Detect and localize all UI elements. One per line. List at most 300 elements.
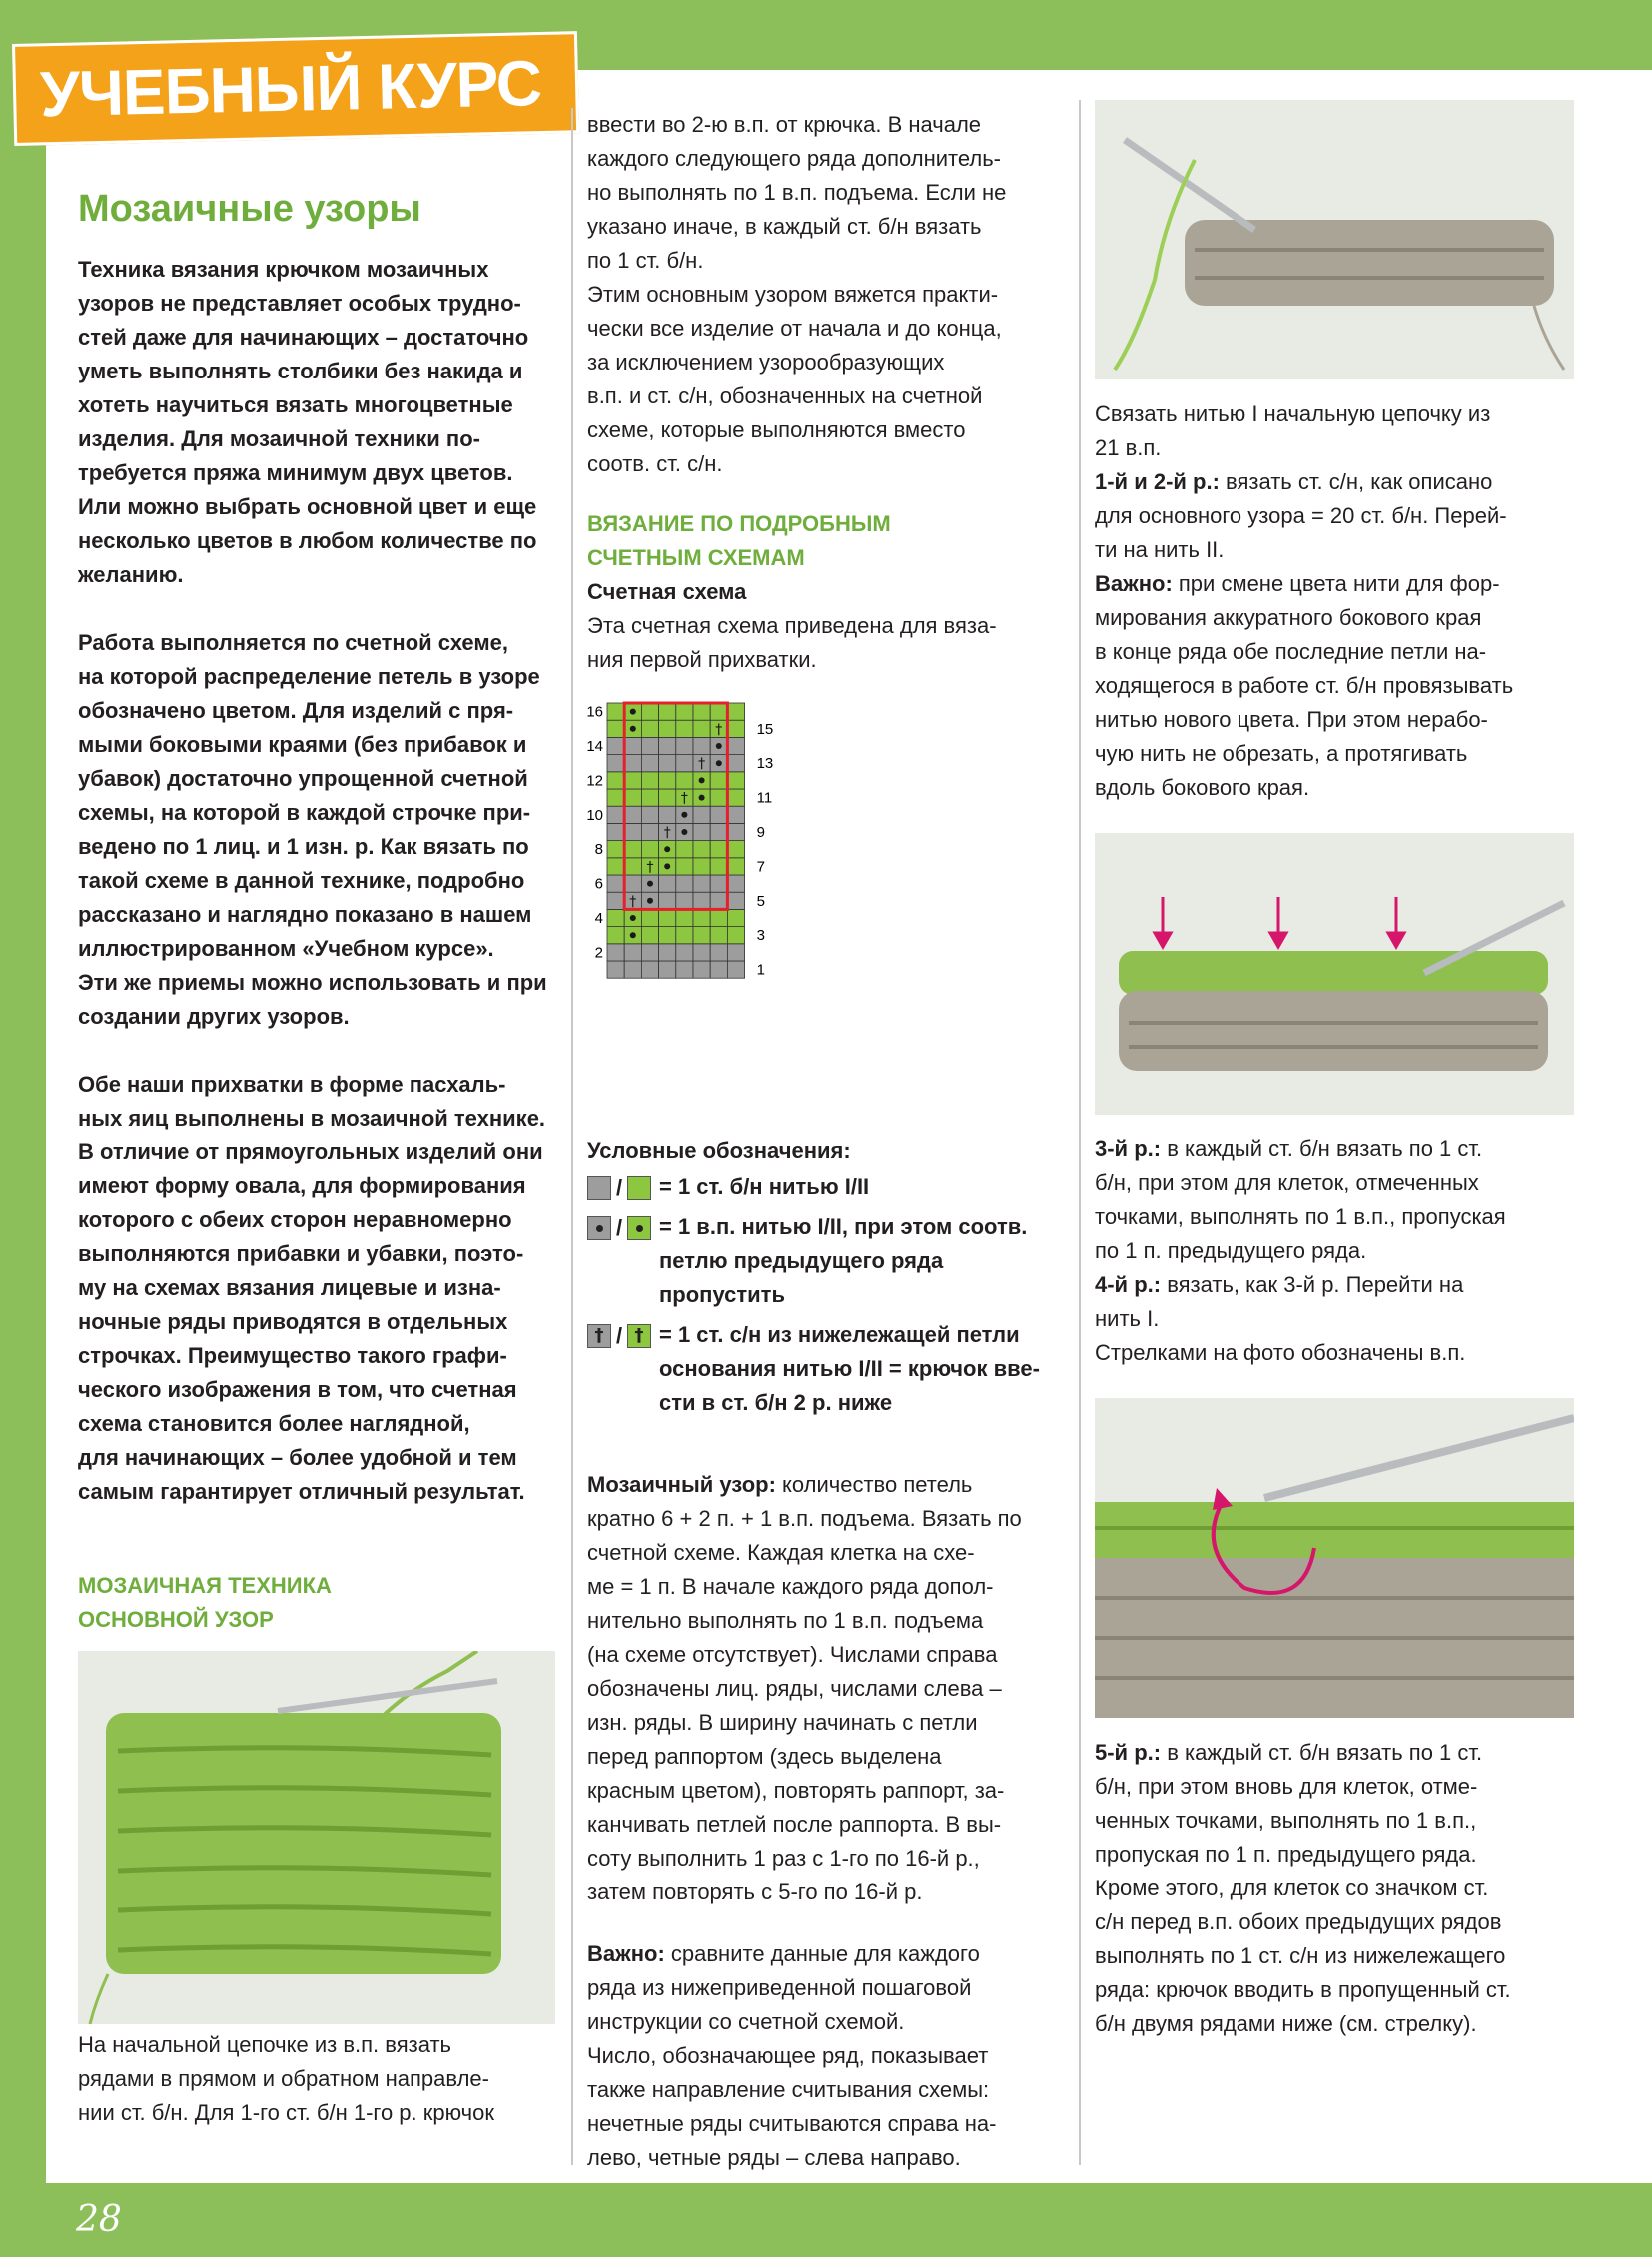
text-line: перед раппортом (здесь выделена	[587, 1744, 942, 1769]
chart-dot-symbol	[664, 846, 670, 852]
legend-text-line: = 1 ст. с/н из нижележащей петли	[659, 1322, 1020, 1347]
chart-right-row-label: 13	[756, 755, 774, 773]
text-line: На начальной цепочке из в.п. вязать	[78, 2032, 452, 2057]
paragraph-chart-method	[78, 626, 555, 1034]
legend-item-dot: / = 1 в.п. нитью I/II, при этом соотв. петлю предыдущего ряда пропустить	[587, 1210, 1067, 1312]
lead-in: 1-й и 2-й р.:	[1095, 469, 1220, 494]
chart-cell	[659, 944, 676, 961]
chart-cell	[607, 927, 624, 944]
chart-cell	[693, 703, 710, 720]
text-line: для основного узора = 20 ст. б/н. Перей-	[1095, 503, 1507, 528]
chart-cell	[727, 927, 744, 944]
chart-cell	[624, 841, 641, 858]
chart-cell	[727, 789, 744, 806]
text-line: кратно 6 + 2 п. + 1 в.п. подъема. Вязать по	[587, 1506, 1022, 1531]
mosaic-pattern-paragraph	[587, 1468, 1067, 1909]
text-line: требуется пряжа минимум двух цветов.	[78, 460, 513, 485]
lead-in: 4-й р.:	[1095, 1272, 1162, 1297]
chart-cell	[624, 772, 641, 789]
chart-cell	[710, 944, 727, 961]
chart-cell	[676, 772, 693, 789]
text-line: 3-й р.: в каждый ст. б/н вязать по 1 ст.	[1095, 1136, 1483, 1161]
chart-right-row-label: 1	[756, 961, 765, 979]
text-line: счетной схеме. Каждая клетка на схе-	[587, 1540, 975, 1565]
chart-cell	[607, 858, 624, 875]
chart-cell	[607, 944, 624, 961]
lead-in: 3-й р.:	[1095, 1136, 1162, 1161]
chart-dot-symbol	[716, 760, 722, 766]
counting-chart	[587, 693, 887, 1109]
text-line: также направление считывания схемы:	[587, 2077, 990, 2102]
legend-item-cross: † / † = 1 ст. с/н из нижележащей петли основания нитью I/II = крючок вве- сти в ст. б/н 2 р. ниже	[587, 1318, 1067, 1420]
text-line: уметь выполнять столбики без накида и	[78, 359, 523, 383]
step-5	[1095, 1736, 1574, 2041]
text-line: схема становится более наглядной,	[78, 1411, 470, 1436]
legend-title: Условные обозначения:	[587, 1138, 851, 1163]
chart-cell	[727, 755, 744, 772]
chart-dot-symbol	[630, 709, 636, 715]
chart-cell	[727, 703, 744, 720]
chart-cell	[710, 875, 727, 892]
text-line: точками, выполнять по 1 в.п., пропуская	[1095, 1204, 1506, 1229]
text-line: иллюстрированном «Учебном курсе».	[78, 936, 494, 961]
text-line: которого с обеих сторон неравномерно	[78, 1207, 512, 1232]
chart-cell	[624, 875, 641, 892]
text-line: имеют форму овала, для формирования	[78, 1173, 526, 1198]
chart-cell	[641, 823, 658, 840]
lead-in: Мозаичный узор:	[587, 1472, 776, 1497]
chart-dot-symbol	[630, 726, 636, 732]
text-line: мирования аккуратного бокового края	[1095, 605, 1482, 630]
chart-cell	[659, 927, 676, 944]
text-line: хотеть научиться вязать многоцветные	[78, 392, 513, 417]
text-line: МОЗАИЧНАЯ ТЕХНИКА	[78, 1573, 332, 1598]
chart-cell	[693, 909, 710, 926]
chart-left-row-label: 16	[587, 703, 603, 721]
legend-text-line: = 1 ст. б/н нитью I/II	[659, 1174, 870, 1199]
dot-gray-swatch-icon	[587, 1216, 611, 1240]
text-line: Техника вязания крючком мозаичных	[78, 257, 489, 282]
text-line: ти на нить II.	[1095, 537, 1225, 562]
text-line: самым гарантирует отличный результат.	[78, 1479, 525, 1504]
chart-right-row-label: 3	[756, 927, 765, 945]
chart-cell	[659, 755, 676, 772]
bottom-frame	[0, 2183, 1652, 2257]
chart-cell	[710, 806, 727, 823]
text-line: канчивать петлей после раппорта. В вы-	[587, 1812, 1002, 1837]
dot-green-swatch-icon	[627, 1216, 651, 1240]
chart-cell	[641, 755, 658, 772]
section-heading-basic-pattern	[78, 1569, 555, 1637]
chart-subheading: Счетная схема	[587, 579, 747, 604]
text-line: нии ст. б/н. Для 1-го ст. б/н 1-го р. крючок	[78, 2100, 494, 2125]
text-line: Обе наши прихватки в форме пасхаль-	[78, 1072, 506, 1097]
chart-cell	[727, 961, 744, 978]
chart-right-row-label: 7	[756, 858, 765, 876]
text-line: схемы, на которой в каждой строчке при-	[78, 800, 531, 825]
counting-chart-svg	[587, 693, 887, 1109]
two-color-strip-illustration	[1095, 833, 1574, 1115]
chart-right-row-label: 15	[756, 720, 774, 738]
text-line: Кроме этого, для клеток со значком ст.	[1095, 1876, 1489, 1900]
text-line: выполняются прибавки и убавки, поэто-	[78, 1241, 524, 1266]
chart-cell	[727, 841, 744, 858]
chart-cell	[727, 720, 744, 737]
chart-cross-symbol: †	[680, 790, 688, 807]
chart-cell	[710, 961, 727, 978]
text-line: нить I.	[1095, 1306, 1160, 1331]
article-title: Мозаичные узоры	[78, 188, 421, 230]
chart-cell	[727, 875, 744, 892]
chart-left-row-label: 10	[587, 806, 603, 824]
text-line: Число, обозначающее ряд, показывает	[587, 2043, 989, 2068]
text-line: б/н, при этом для клеток, отмеченных	[1095, 1170, 1479, 1195]
text-line: за исключением узорообразующих	[587, 350, 945, 375]
text-line: Работа выполняется по счетной схеме,	[78, 630, 508, 655]
chart-cell	[710, 772, 727, 789]
intro-paragraph	[78, 253, 555, 592]
chart-cell	[607, 789, 624, 806]
text-line: му на схемах вязания лицевые и изна-	[78, 1275, 501, 1300]
chart-cell	[676, 944, 693, 961]
chart-cell	[676, 720, 693, 737]
chart-cell	[693, 806, 710, 823]
chart-cell	[693, 737, 710, 754]
chart-right-row-label: 11	[756, 789, 773, 807]
chart-cell	[607, 875, 624, 892]
chart-right-row-label: 5	[756, 892, 765, 910]
text-line: соотв. ст. с/н.	[587, 451, 723, 476]
text-line: в.п. и ст. с/н, обозначенных на счетной	[587, 383, 983, 408]
column-left	[78, 188, 555, 2130]
text-line: 21 в.п.	[1095, 435, 1162, 460]
chart-cell	[710, 892, 727, 909]
text-line: но выполнять по 1 в.п. подъема. Если не	[587, 180, 1007, 205]
chart-cell	[659, 703, 676, 720]
stitch-detail-illustration	[1095, 1398, 1574, 1718]
chart-left-row-label: 8	[594, 841, 603, 859]
chart-cell	[659, 806, 676, 823]
chart-intro	[587, 609, 1067, 677]
legend-text-line: основания нитью I/II = крючок вве-	[659, 1356, 1040, 1381]
chart-dot-symbol	[630, 932, 636, 938]
chart-cell	[676, 927, 693, 944]
column-divider	[571, 108, 573, 2165]
text-line: ряда из нижеприведенной пошаговой	[587, 1975, 972, 2000]
chart-cell	[607, 772, 624, 789]
chart-cell	[727, 737, 744, 754]
legend-text-line: = 1 в.п. нитью I/II, при этом соотв.	[659, 1214, 1028, 1239]
chart-cell	[727, 772, 744, 789]
paragraph-easter-potholders	[78, 1068, 555, 1509]
text-line: Или можно выбрать основной цвет и еще	[78, 494, 537, 519]
text-line: желанию.	[78, 562, 184, 587]
chart-dot-symbol	[681, 812, 687, 818]
lead-in: Важно:	[587, 1941, 665, 1966]
text-line: такой схеме в данной технике, подробно	[78, 868, 525, 893]
cross-gray-swatch-icon: †	[587, 1324, 611, 1348]
text-line: каждого следующего ряда дополнитель-	[587, 146, 1001, 171]
text-line: ных яиц выполнены в мозаичной технике.	[78, 1106, 546, 1130]
green-swatch-illustration	[78, 1651, 555, 2024]
text-line: изделия. Для мозаичной техники по-	[78, 426, 480, 451]
text-line: пропуская по 1 п. предыдущего ряда.	[1095, 1842, 1477, 1867]
chart-dot-symbol	[699, 777, 705, 783]
chart-cell	[607, 909, 624, 926]
text-line: б/н двумя рядами ниже (см. стрелку).	[1095, 2011, 1477, 2036]
column-divider	[1079, 100, 1081, 2165]
chart-cross-symbol: †	[629, 893, 637, 910]
text-line: нитью нового цвета. При этом нерабо-	[1095, 707, 1488, 732]
chart-dot-symbol	[716, 743, 722, 749]
text-line: обозначены лиц. ряды, числами слева –	[587, 1676, 1002, 1701]
chart-cell	[641, 806, 658, 823]
chart-cell	[624, 755, 641, 772]
text-line: соту выполнить 1 раз с 1-го по 16-й р.,	[587, 1846, 980, 1871]
chart-cross-symbol: †	[698, 756, 706, 773]
chart-cell	[693, 720, 710, 737]
chart-cell	[607, 892, 624, 909]
text-line: в конце ряда обе последние петли на-	[1095, 639, 1487, 664]
important-paragraph	[587, 1937, 1067, 2175]
chart-cell	[607, 720, 624, 737]
chart-dot-symbol	[699, 795, 705, 801]
text-line: б/н, при этом вновь для клеток, отме-	[1095, 1774, 1478, 1799]
text-line: (на схеме отсутствует). Числами справа	[587, 1642, 998, 1667]
chart-cell	[710, 858, 727, 875]
lead-in: 5-й р.:	[1095, 1740, 1162, 1765]
photo-green-swatch	[78, 1651, 555, 2024]
section-heading-detailed-charts	[587, 507, 1067, 575]
text-line: ния первой прихватки.	[587, 647, 817, 672]
chart-cell	[693, 927, 710, 944]
chart-cell	[710, 841, 727, 858]
chart-cell	[641, 703, 658, 720]
text-line: ме = 1 п. В начале каждого ряда допол-	[587, 1574, 994, 1599]
column-right	[1095, 100, 1574, 2041]
photo-stitch-detail	[1095, 1398, 1574, 1718]
chart-cell	[693, 823, 710, 840]
chart-dot-symbol	[664, 863, 670, 869]
text-line: 5-й р.: в каждый ст. б/н вязать по 1 ст.	[1095, 1740, 1483, 1765]
chart-cell	[607, 806, 624, 823]
chart-cell	[727, 944, 744, 961]
legend-item-fill: / = 1 ст. б/н нитью I/II	[587, 1170, 1067, 1204]
chart-cell	[676, 875, 693, 892]
column-middle	[587, 108, 1067, 2175]
text-line: обозначено цветом. Для изделий с пря-	[78, 698, 514, 723]
text-line: ческого изображения в том, что счетная	[78, 1377, 517, 1402]
chart-cell	[693, 875, 710, 892]
chart-cell	[641, 927, 658, 944]
steps-1-2	[1095, 397, 1574, 805]
chart-cell	[624, 823, 641, 840]
chart-cell	[641, 909, 658, 926]
chart-cell	[693, 892, 710, 909]
text-line: Эти же приемы можно использовать и при	[78, 970, 547, 995]
text-line: ходящегося в работе ст. б/н провязывать	[1095, 673, 1514, 698]
text-line: инструкции со счетной схемой.	[587, 2009, 905, 2034]
chart-cell	[607, 737, 624, 754]
photo-gray-strip	[1095, 100, 1574, 379]
text-line: для начинающих – более удобной и тем	[78, 1445, 517, 1470]
text-line: Этим основным узором вяжется практи-	[587, 282, 999, 307]
chart-cell	[659, 892, 676, 909]
text-line: нечетные ряды считываются справа на-	[587, 2111, 997, 2136]
text-line: Эта счетная схема приведена для вяза-	[587, 613, 997, 638]
chart-cell	[641, 789, 658, 806]
text-line: затем повторять с 5-го по 16-й р.	[587, 1880, 923, 1904]
text-line: рядами в прямом и обратном направле-	[78, 2066, 489, 2091]
chart-cell	[710, 789, 727, 806]
text-line: Мозаичный узор: количество петель	[587, 1472, 973, 1497]
chart-cell	[641, 944, 658, 961]
text-line: Важно: сравните данные для каждого	[587, 1941, 980, 1966]
chart-cell	[676, 858, 693, 875]
chart-cell	[727, 892, 744, 909]
page-number: 28	[76, 2199, 122, 2240]
chart-cell	[676, 909, 693, 926]
fill-green-swatch-icon	[627, 1176, 651, 1200]
text-line: чески все изделие от начала и до конца,	[587, 316, 1002, 341]
text-line: по 1 ст. б/н.	[587, 248, 704, 273]
gray-strip-illustration	[1095, 100, 1574, 379]
text-line: 4-й р.: вязать, как 3-й р. Перейти на	[1095, 1272, 1464, 1297]
chart-left-row-label: 6	[594, 875, 603, 893]
chart-cross-symbol: †	[715, 721, 723, 738]
chart-left-row-label: 14	[587, 738, 603, 755]
chart-cell	[710, 909, 727, 926]
chart-cell	[624, 944, 641, 961]
chart-cell	[659, 875, 676, 892]
chart-dot-symbol	[647, 881, 653, 887]
text-line: создании других узоров.	[78, 1004, 350, 1029]
left-frame	[0, 0, 46, 2257]
chart-cell	[607, 841, 624, 858]
text-line: изн. ряды. В ширину начинать с петли	[587, 1710, 978, 1735]
text-line: несколько цветов в любом количестве по	[78, 528, 537, 553]
text-line: убавок) достаточно упрощенной счетной	[78, 766, 528, 791]
chart-cell	[641, 772, 658, 789]
text-line: ОСНОВНОЙ УЗОР	[78, 1607, 274, 1632]
chart-cell	[624, 789, 641, 806]
chart-cell	[607, 703, 624, 720]
legend-text-line: петлю предыдущего ряда пропустить	[659, 1248, 944, 1307]
text-line: красным цветом), повторять раппорт, за-	[587, 1778, 1005, 1803]
text-line: Стрелками на фото обозначены в.п.	[1095, 1340, 1466, 1365]
chart-cell	[676, 841, 693, 858]
chart-cell	[710, 703, 727, 720]
text-line: стей даже для начинающих – достаточно	[78, 325, 529, 350]
chart-cell	[659, 737, 676, 754]
legend-text-line: сти в ст. б/н 2 р. ниже	[659, 1390, 893, 1415]
chart-left-row-label: 12	[587, 772, 603, 790]
chart-cross-symbol: †	[663, 825, 671, 841]
chart-dot-symbol	[681, 829, 687, 835]
text-line: мыми боковыми краями (без прибавок и	[78, 732, 527, 757]
chart-cell	[659, 720, 676, 737]
chart-cell	[624, 737, 641, 754]
chart-cell	[659, 789, 676, 806]
chart-cell	[659, 961, 676, 978]
chart-left-row-label: 2	[594, 944, 603, 962]
text-line: ряда: крючок вводить в пропущенный ст.	[1095, 1977, 1511, 2002]
chart-cell	[676, 755, 693, 772]
chart-cell	[641, 720, 658, 737]
text-line: рассказано и наглядно показано в нашем	[78, 902, 532, 927]
text-line: В отличие от прямоугольных изделий они	[78, 1139, 543, 1164]
chart-cell	[727, 823, 744, 840]
text-line: выполнять по 1 ст. с/н из нижележащего	[1095, 1943, 1506, 1968]
text-line: на которой распределение петель в узоре	[78, 664, 540, 689]
chart-cell	[624, 806, 641, 823]
text-line: нительно выполнять по 1 в.п. подъема	[587, 1608, 984, 1633]
chart-cell	[659, 909, 676, 926]
text-line: ночные ряды приводятся в отдельных	[78, 1309, 508, 1334]
chart-cell	[693, 961, 710, 978]
chart-cell	[710, 927, 727, 944]
chart-cell	[659, 772, 676, 789]
section-tag: УЧЕБНЫЙ КУРС	[12, 31, 579, 146]
basic-pattern-continued	[587, 108, 1067, 481]
text-line: вдоль бокового края.	[1095, 775, 1310, 800]
photo-two-color-strip	[1095, 833, 1574, 1115]
text-line: узоров не представляет особых трудно-	[78, 291, 521, 316]
text-line: с/н перед в.п. обоих предыдущих рядов	[1095, 1909, 1502, 1934]
text-line: СЧЕТНЫМ СХЕМАМ	[587, 545, 805, 570]
chart-cell	[641, 841, 658, 858]
chart-cell	[727, 806, 744, 823]
chart-cell	[676, 892, 693, 909]
text-line: строчках. Преимущество такого графи-	[78, 1343, 507, 1368]
text-line: Важно: при смене цвета нити для фор-	[1095, 571, 1500, 596]
text-line: ведено по 1 лиц. и 1 изн. р. Как вязать по	[78, 834, 529, 859]
chart-cross-symbol: †	[646, 859, 654, 876]
chart-cell	[676, 703, 693, 720]
chart-right-row-label: 9	[756, 824, 765, 841]
chart-cell	[607, 755, 624, 772]
chart-cell	[624, 858, 641, 875]
cross-green-swatch-icon: †	[627, 1324, 651, 1348]
chart-cell	[693, 858, 710, 875]
steps-3-4	[1095, 1132, 1574, 1370]
chart-dot-symbol	[647, 898, 653, 904]
chart-cell	[693, 944, 710, 961]
text-line: Связать нитью I начальную цепочку из	[1095, 401, 1491, 426]
text-line: ввести во 2-ю в.п. от крючка. В начале	[587, 112, 982, 137]
chart-left-row-label: 4	[594, 910, 603, 927]
chart-cell	[676, 961, 693, 978]
chart-cell	[727, 909, 744, 926]
chart-dot-symbol	[630, 915, 636, 921]
legend	[587, 1170, 1067, 1420]
chart-cell	[641, 961, 658, 978]
chart-cell	[641, 737, 658, 754]
lead-in: Важно:	[1095, 571, 1173, 596]
text-line: ВЯЗАНИЕ ПО ПОДРОБНЫМ	[587, 511, 891, 536]
photo-caption	[78, 2028, 555, 2130]
text-line: ченных точками, выполнять по 1 в.п.,	[1095, 1808, 1477, 1833]
chart-cell	[607, 961, 624, 978]
chart-cell	[710, 823, 727, 840]
chart-cell	[676, 737, 693, 754]
text-line: по 1 п. предыдущего ряда.	[1095, 1238, 1367, 1263]
chart-cell	[727, 858, 744, 875]
chart-cell	[607, 823, 624, 840]
text-line: 1-й и 2-й р.: вязать ст. с/н, как описано	[1095, 469, 1493, 494]
fill-gray-swatch-icon	[587, 1176, 611, 1200]
text-line: указано иначе, в каждый ст. б/н вязать	[587, 214, 982, 239]
